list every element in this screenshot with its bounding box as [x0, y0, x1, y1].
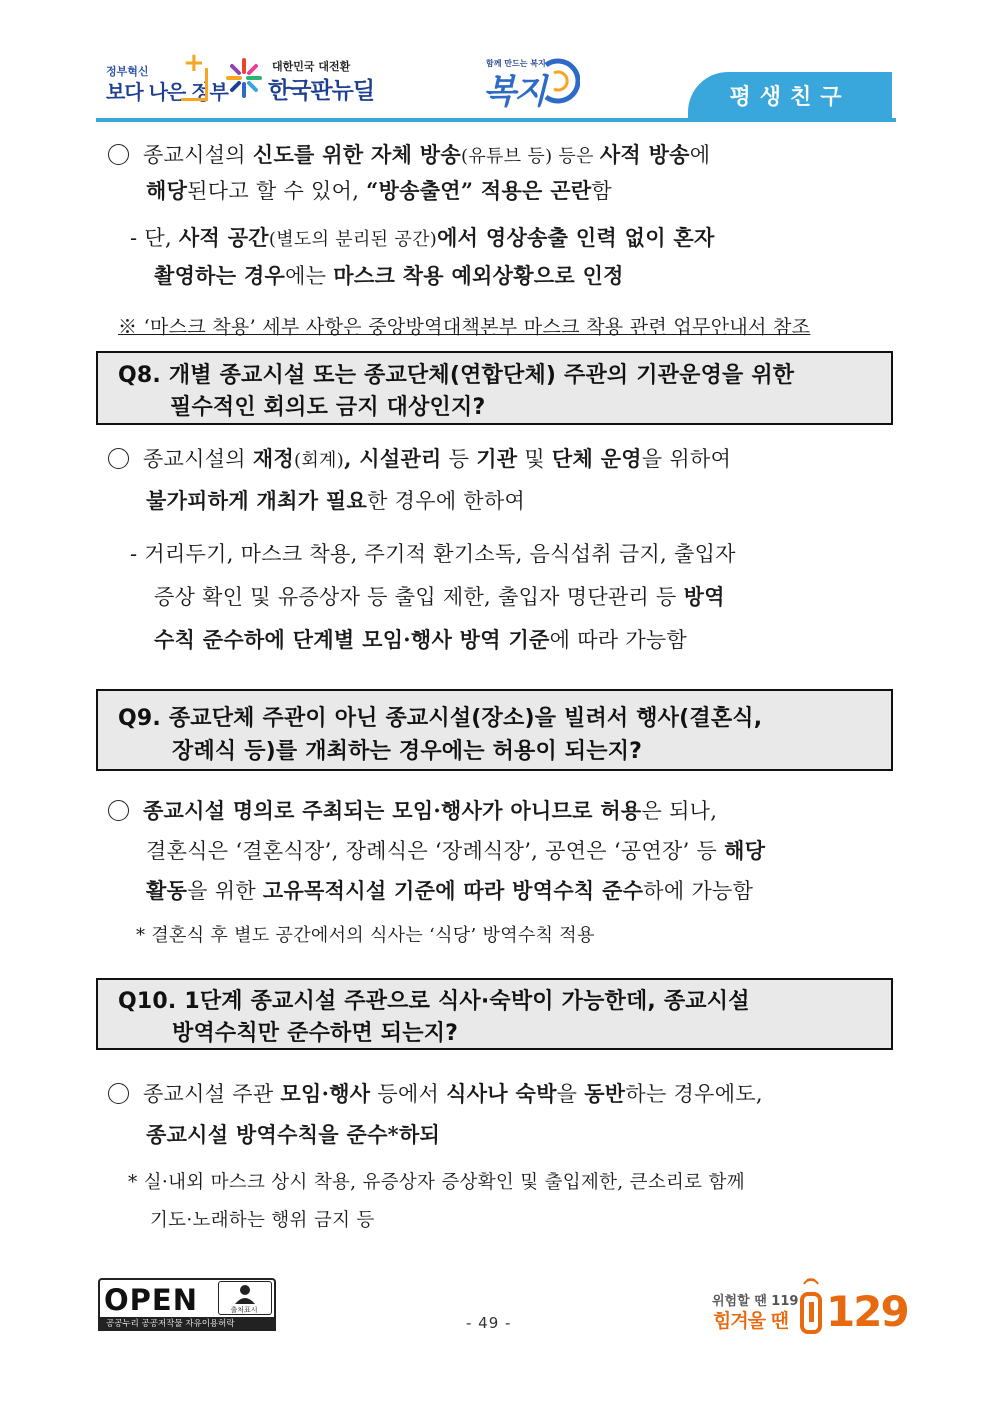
person-icon — [219, 1282, 271, 1304]
text-run: 에는 — [285, 264, 334, 288]
newdeal-burst-icon — [224, 56, 264, 100]
text-run: - 거리두기, 마스크 착용, 주기적 환기소독, 음식섭취 금지, 출입자 — [130, 542, 736, 566]
text-run: 하는 경우에도, — [625, 1082, 763, 1106]
text-run: 방역 — [683, 584, 725, 609]
page-number: - 49 - — [466, 1314, 512, 1332]
text-run: 및 — [517, 447, 552, 471]
text-run: 결혼식은 ‘결혼식장’, 장례식은 ‘장례식장’, 공연은 ‘공연장’ 등 — [146, 839, 725, 863]
question-box-q10 — [96, 978, 893, 1050]
text-run: 에서 영상송출 인력 없이 혼자 — [437, 225, 715, 250]
question-q9-line-2: 장례식 등)를 개최하는 경우에는 허용이 되는지? — [172, 739, 643, 764]
text-run: 단체 운영 — [551, 446, 642, 471]
text-run: 함 — [591, 179, 613, 203]
text-run: 종교시설 방역수칙을 준수*하되 — [146, 1122, 441, 1147]
text-run: 재정 — [252, 446, 295, 471]
circle-bullet-icon — [108, 800, 129, 821]
intro-line-3 — [130, 223, 715, 255]
text-run: 수칙 준수하에 단계별 모임·행사 방역 기준 — [154, 627, 550, 652]
question-box-q8 — [96, 351, 893, 425]
text-run: 활동 — [146, 878, 188, 903]
gov-innovation-small: 정부혁신 — [106, 65, 149, 78]
text-run: 종교시설 주관 — [142, 1082, 281, 1106]
q9-answer-line-1 — [108, 796, 717, 826]
welfare-ring-icon — [536, 57, 580, 105]
text-run: 종교시설 명의로 주최되는 모임·행사가 아니므로 허용 — [142, 798, 642, 823]
circle-bullet-icon — [108, 1083, 129, 1104]
text-run: 하에 가능함 — [643, 879, 754, 903]
q8-answer-line-4 — [154, 582, 725, 612]
text-run: 사적 공간 — [178, 225, 269, 250]
q8-answer-line-2 — [146, 486, 525, 516]
text-run: “방송출연” 적용은 곤란 — [366, 178, 592, 203]
text-run: 에 — [689, 143, 711, 167]
text-run: 기관 — [476, 446, 518, 471]
text-run: 불가피하게 개최가 필요 — [146, 488, 368, 513]
text-run: 모임·행사 — [280, 1081, 371, 1106]
license-strip: 공공누리 공공저작물 자유이용허락 — [98, 1317, 276, 1331]
text-run: 된다고 할 수 있어, — [187, 179, 367, 203]
question-q10-line-2: 방역수칙만 준수하면 되는지? — [172, 1021, 459, 1046]
hotline-bottom-text: 힘겨울 땐 — [713, 1310, 789, 1332]
text-run: 신도를 위한 자체 방송 — [252, 142, 461, 167]
text-run: 등에서 — [370, 1082, 447, 1106]
mask-guideline-note: ※ ‘마스크 착용’ 세부 사항은 중앙방역대책본부 마스크 착용 관련 업무안내서 참조 — [118, 316, 811, 338]
welfare-small: 함께 만드는 복지 — [486, 59, 546, 68]
text-run: 을 — [556, 1082, 585, 1106]
text-run: 촬영하는 경우 — [154, 263, 286, 288]
text-run: - 단, — [130, 226, 179, 250]
circle-bullet-icon — [108, 144, 129, 165]
welfare-logo: 복지 — [483, 72, 545, 112]
text-run: 종교시설의 — [142, 447, 253, 471]
question-q10-line-1: Q10. 1단계 종교시설 주관으로 식사·숙박이 가능한데, 종교시설 — [118, 989, 750, 1014]
q10-answer-line-2 — [146, 1120, 440, 1150]
q10-answer-line-1 — [108, 1079, 763, 1109]
text-run: 등 — [441, 447, 477, 471]
text-run: 은 되나, — [641, 799, 718, 823]
plus-icon: + — [183, 48, 205, 78]
text-run: 한 경우에 한하여 — [367, 489, 526, 513]
text-run: (회계) — [294, 450, 345, 471]
newdeal-logo: 한국판뉴딜 — [268, 78, 375, 104]
q10-footnote-line-2: 기도·노래하는 행위 금지 등 — [150, 1210, 375, 1231]
question-box-q9 — [96, 689, 893, 771]
text-run: (별도의 분리된 공간) — [268, 229, 438, 250]
text-run: 식사나 숙박 — [446, 1081, 557, 1106]
text-run: 해당 — [146, 178, 188, 203]
open-license-label: OPEN — [104, 1283, 198, 1317]
q9-answer-line-3 — [146, 876, 753, 906]
question-q9-line-1: Q9. 종교단체 주관이 아닌 종교시설(장소)을 빌려서 행사(결혼식, — [118, 706, 763, 731]
circle-bullet-icon — [108, 448, 129, 469]
hotline-top-text: 위험할 땐 119 — [712, 1294, 799, 1309]
text-run: 고유목적시설 기준에 따라 방역수칙 준수 — [262, 878, 644, 903]
q9-footnote: * 결혼식 후 별도 공간에서의 식사는 ‘식당’ 방역수칙 적용 — [136, 925, 595, 946]
attribution-label: 출처표시 — [230, 1306, 258, 1314]
text-run: (유튜브 등) 등은 — [460, 146, 600, 167]
lifelong-friend-tab: 평생친구 — [688, 72, 892, 122]
text-run: , 시설관리 — [344, 446, 442, 471]
question-q8-line-2: 필수적인 회의도 금지 대상인지? — [170, 395, 486, 420]
q9-answer-line-2 — [146, 836, 765, 866]
text-run: 을 위하여 — [641, 447, 732, 471]
text-run: 종교시설의 — [142, 143, 253, 167]
intro-line-2 — [146, 176, 612, 206]
phone-icon — [798, 1276, 824, 1336]
text-run: 동반 — [584, 1081, 626, 1106]
question-q8-line-1: Q8. 개별 종교시설 또는 종교단체(연합단체) 주관의 기관운영을 위한 — [118, 363, 795, 388]
text-run: 마스크 착용 예외상황으로 인정 — [333, 263, 624, 288]
q8-answer-line-3 — [130, 539, 736, 569]
text-run: 증상 확인 및 유증상자 등 출입 제한, 출입자 명단관리 등 — [154, 585, 684, 609]
text-run: 사적 방송 — [599, 142, 690, 167]
q8-answer-line-1 — [108, 444, 731, 476]
intro-line-4 — [154, 261, 624, 291]
gov-innovation-logo: 보다 나은 정부 — [106, 80, 228, 104]
intro-line-1 — [108, 140, 710, 172]
q8-answer-line-5 — [154, 625, 687, 655]
q10-footnote-line-1: * 실·내외 마스크 상시 착용, 유증상자 증상확인 및 출입제한, 큰소리로 함께 — [128, 1172, 745, 1193]
text-run: 을 위한 — [187, 879, 263, 903]
text-run: 해당 — [724, 838, 766, 863]
newdeal-small: 대한민국 대전환 — [272, 60, 351, 73]
hotline-number: 129 — [826, 1287, 908, 1336]
header-divider — [96, 118, 896, 122]
text-run: 에 따라 가능함 — [549, 628, 688, 652]
